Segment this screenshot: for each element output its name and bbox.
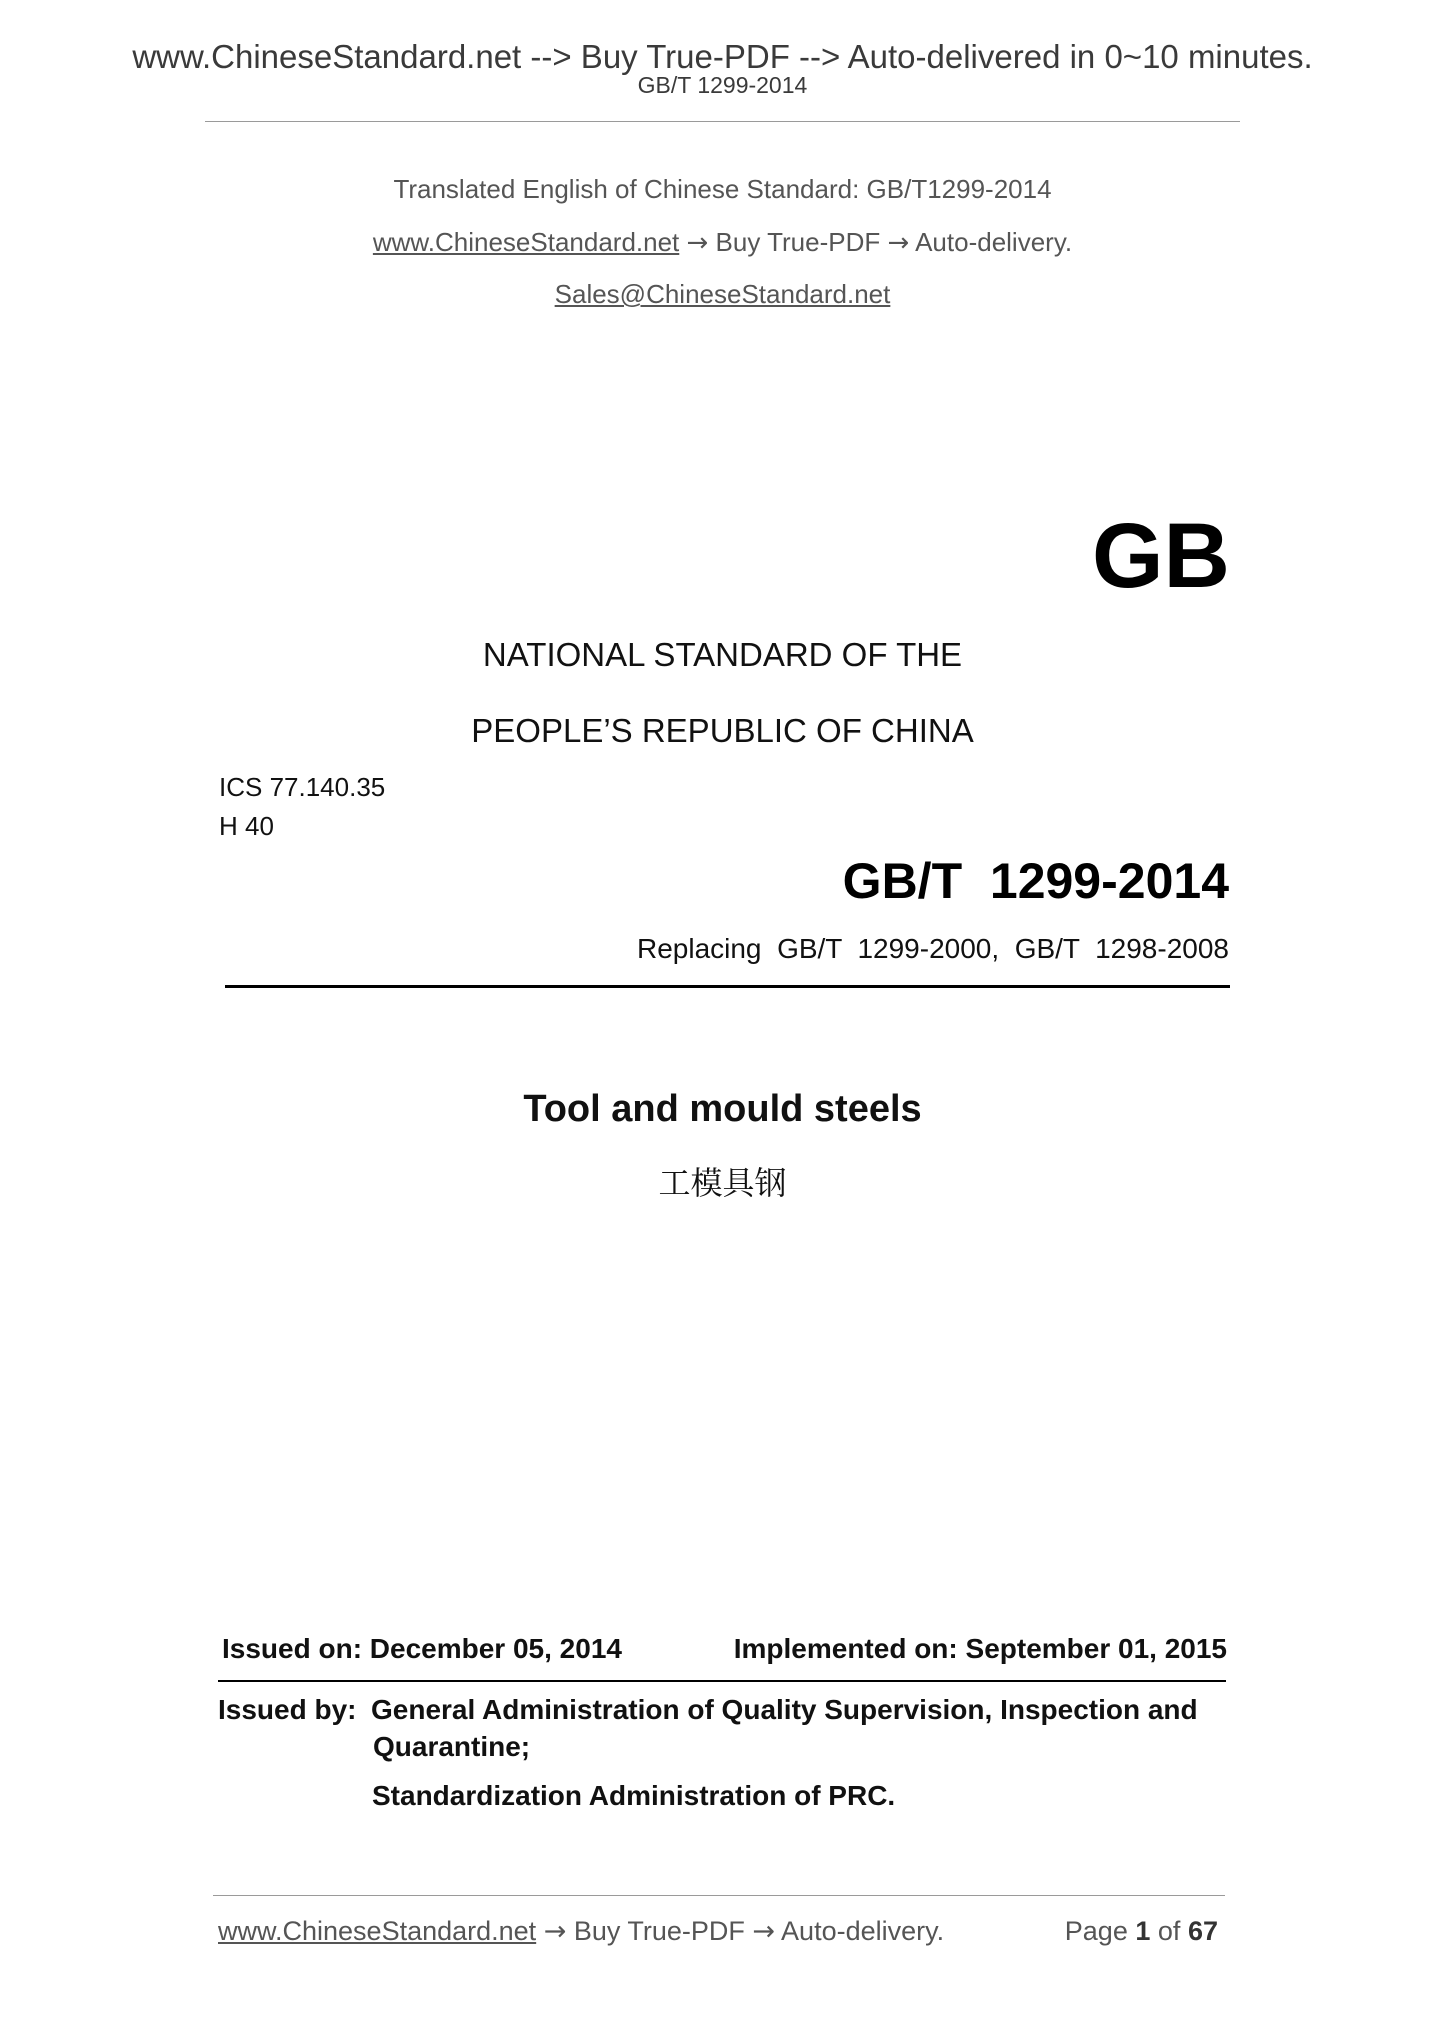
arrow-right-icon: → [752,1916,776,1947]
title-rule [225,985,1230,988]
arrow-right-icon: → [686,228,709,258]
footer-website-link[interactable]: www.ChineseStandard.net [218,1916,537,1946]
dates-rule [218,1680,1226,1682]
document-title-chinese: 工模具钢 [658,1164,787,1202]
sales-line [0,281,1445,307]
replacing-line: Replacing GB/T 1299-2000, GB/T 1298-2008 [636,933,1229,964]
delivery-step-auto: Auto-delivery. [915,227,1073,257]
page-current: 1 [1135,1916,1151,1946]
document-title-english: Tool and mould steels [523,1088,922,1130]
delivery-step-buy: Buy True-PDF [715,227,881,257]
issued-by-label: Issued by: [218,1694,357,1725]
page-of: of [1157,1916,1181,1946]
page-indicator [1065,1918,1218,1945]
issuer-aqsiq: General Administration of Quality Supervision, Inspection and [371,1694,1198,1725]
gb-mark: GB [1092,505,1230,607]
sales-email-link[interactable]: Sales@ChineseStandard.net [554,279,891,309]
country-line: PEOPLE’S REPUBLIC OF CHINA [471,712,974,749]
running-header: GB/T 1299-2014 [637,72,808,98]
header-rule [205,121,1240,122]
page-total: 67 [1187,1916,1218,1946]
implemented-on-date: Implemented on: September 01, 2015 [733,1633,1227,1664]
standard-number: GB/T 1299-2014 [842,853,1229,909]
national-standard-line: NATIONAL STANDARD OF THE [482,636,963,673]
issuer-sac: Standardization Administration of PRC. [372,1780,896,1811]
classification-code: H 40 [219,811,274,841]
footer-rule [213,1895,1225,1896]
ics-code: ICS 77.140.35 [219,772,386,802]
website-link[interactable]: www.ChineseStandard.net [372,227,680,257]
translated-line: Translated English of Chinese Standard: GB/T1299-2014 [393,174,1052,204]
footer-delivery-line [218,1918,944,1945]
delivery-line [0,229,1445,256]
issued-on-date: Issued on: December 05, 2014 [222,1633,622,1664]
arrow-right-icon: → [887,228,910,258]
footer-step-buy: Buy True-PDF [573,1916,745,1946]
issuer-aqsiq-continued: Quarantine; [373,1731,531,1762]
top-banner: www.ChineseStandard.net --> Buy True-PDF --> Auto-delivered in 0~10 minutes. [132,38,1313,75]
page-label: Page [1064,1916,1128,1946]
footer-step-auto: Auto-delivery. [781,1916,945,1946]
arrow-right-icon: → [543,1916,567,1947]
